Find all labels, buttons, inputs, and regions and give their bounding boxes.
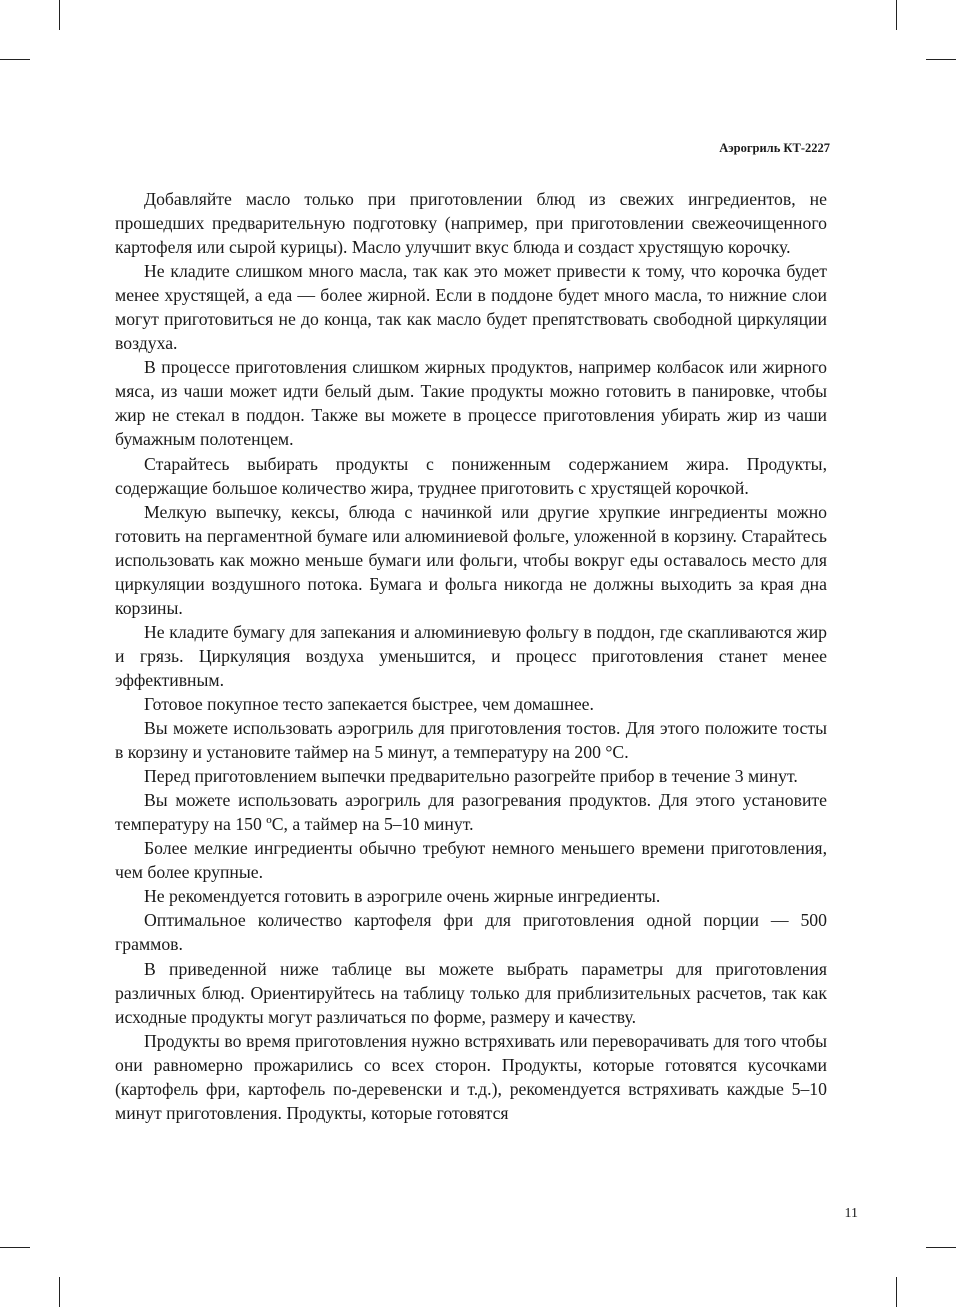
crop-mark-bottom-right (896, 1277, 897, 1307)
crop-mark-right-top (926, 59, 956, 60)
paragraph: Более мелкие ингредиенты обычно требуют немного меньшего времени приготовления, чем более крупные. (115, 838, 827, 883)
paragraph: Не кладите слишком много масла, так как это может привести к тому, что корочка будет менее хрустящей, а еда — более жирной. Если в поддоне будет много масла, то нижние слои могут приготовиться не до конца, так как масло будет препятствовать свободной циркуляции воздуха. (115, 261, 827, 354)
crop-mark-right-bottom (926, 1247, 956, 1248)
paragraph: Оптимальное количество картофеля фри для приготовления одной порции — 500 граммов. (115, 910, 827, 955)
crop-mark-top-right (896, 0, 897, 30)
crop-mark-bottom-left (59, 1277, 60, 1307)
paragraph: Не рекомендуется готовить в аэрогриле очень жирные ингредиенты. (144, 886, 661, 907)
paragraph: Готовое покупное тесто запекается быстрее, чем домашнее. (144, 693, 594, 714)
paragraph: Вы можете использовать аэрогриль для приготовления тостов. Для этого положите тосты в корзину и установите таймер на 5 минут, а температуру на 200 °С. (115, 718, 827, 763)
body-text (115, 187, 827, 1125)
paragraph: Перед приготовлением выпечки предварительно разогрейте прибор в течение 3 минут. (144, 766, 798, 787)
paragraph: Мелкую выпечку, кексы, блюда с начинкой или другие хрупкие ингредиенты можно готовить на пергаментной бумаге или алюминиевой фольге, уложенной в корзину. Старайтесь использовать как можно меньше бумаги или фольги, чтобы вокруг еды оставалось место для циркуляции воздушного потока. Бумага и фольга никогда не должны выходить за края дна корзины. (115, 501, 827, 618)
paragraph: В процессе приготовления слишком жирных продуктов, например колбасок или жирного мяса, из чаши может идти белый дым. Такие продукты можно готовить в панировке, чтобы жир не стекал в поддон. Также вы можете в процессе приготовления убирать жир из чаши бумажным полотенцем. (115, 357, 827, 450)
crop-mark-left-bottom (0, 1247, 30, 1248)
paragraph: Продукты во время приготовления нужно встряхивать или переворачивать для того чтобы они равномерно прожарились со всех сторон. Продукты, которые готовятся кусочками (картофель фри, картофель по-деревенски и т.д.), рекомендуется встряхивать каждые 5–10 минут приготовления. Продукты, которые готовятся (115, 1030, 827, 1123)
page-number: 11 (844, 1206, 858, 1221)
paragraph: Старайтесь выбирать продукты с пониженным содержанием жира. Продукты, содержащие большое количество жира, труднее приготовить с хрустящей корочкой. (115, 453, 827, 498)
paragraph: В приведенной ниже таблице вы можете выбрать параметры для приготовления различных блюд. Ориентируйтесь на таблицу только для приблизительных расчетов, так как исходные продукты могут различаться по форме, размеру и качеству. (115, 958, 827, 1027)
running-header: Аэрогриль КТ-2227 (719, 141, 830, 155)
paragraph: Вы можете использовать аэрогриль для разогревания продуктов. Для этого установите температуру на 150 ºС, а таймер на 5–10 минут. (115, 790, 827, 835)
crop-mark-top-left (59, 0, 60, 30)
crop-mark-left-top (0, 59, 30, 60)
paragraph: Не кладите бумагу для запекания и алюминиевую фольгу в поддон, где скапливаются жир и грязь. Циркуляция воздуха уменьшится, и процесс приготовления станет менее эффективным. (115, 621, 827, 690)
paragraph: Добавляйте масло только при приготовлении блюд из свежих ингредиентов, не прошедших предварительную подготовку (например, при приготовлении свежеочищенного картофеля или сырой курицы). Масло улучшит вкус блюда и создаст хрустящую корочку. (115, 189, 827, 258)
